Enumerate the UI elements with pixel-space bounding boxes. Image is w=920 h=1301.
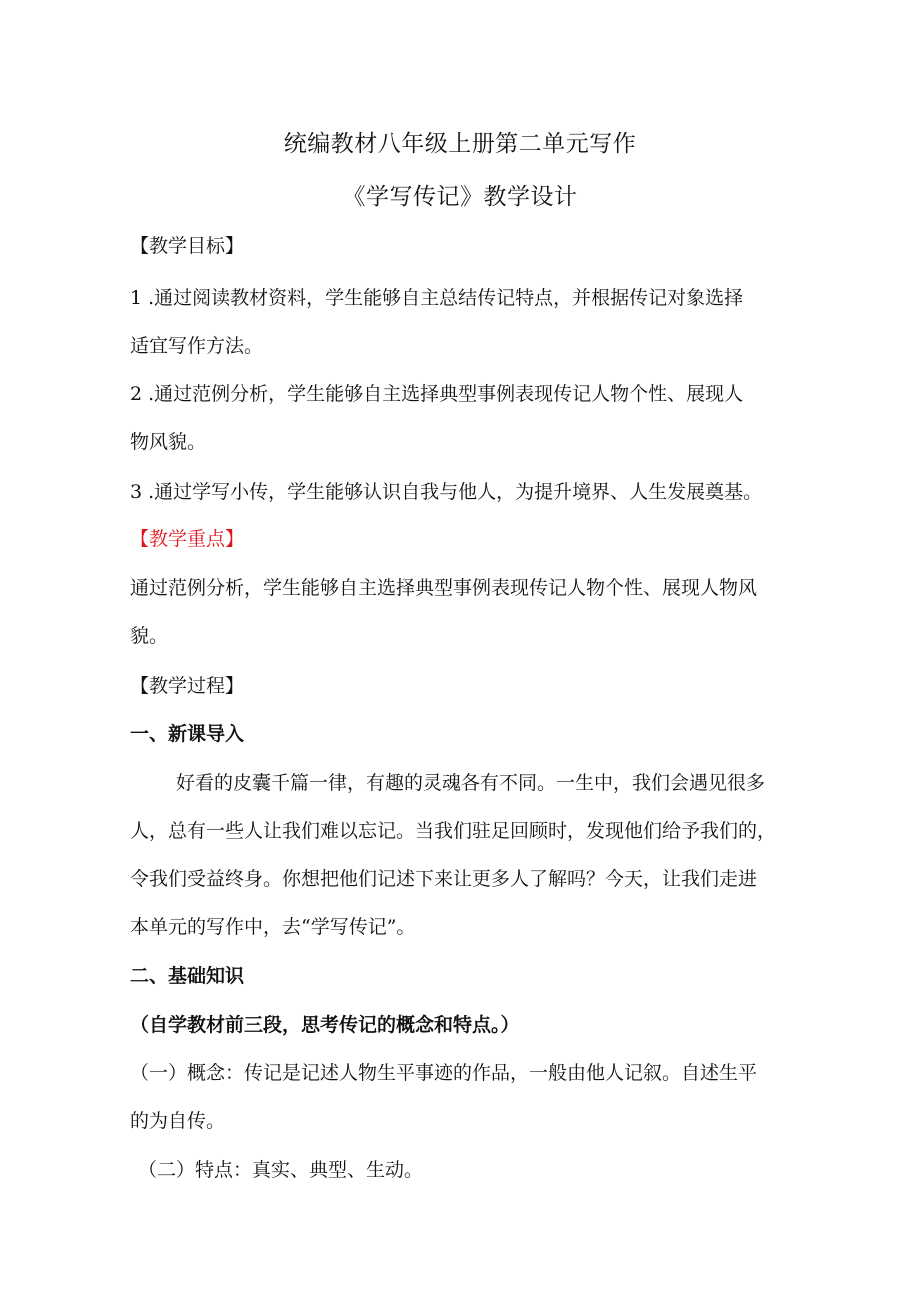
intro-para-line-3: 令我们受益终身。你想把他们记述下来让更多人了解吗？今天，让我们走进 (130, 868, 758, 890)
intro-para-line-1: 好看的皮囊千篇一律，有趣的灵魂各有不同。一生中，我们会遇见很多 (176, 772, 766, 794)
document-title: 统编教材八年级上册第二单元写作 (283, 131, 637, 157)
section-2-instruction: （自学教材前三段，思考传记的概念和特点。） (130, 1014, 520, 1036)
intro-para-line-2: 人，总有一些人让我们难以忘记。当我们驻足回顾时，发现他们给予我们的， (130, 820, 777, 842)
key-point-line-1: 通过范例分析，学生能够自主选择典型事例表现传记人物个性、展现人物风 (130, 577, 758, 599)
goal-1-line-1: 1 .通过阅读教材资料，学生能够自主总结传记特点，并根据传记对象选择 (130, 287, 744, 309)
concept-line-1: （一）概念：传记是记述人物生平事迹的作品，一般由他人记叙。自述生平 (130, 1062, 758, 1084)
goal-2-line-2: 物风貌。 (130, 431, 207, 453)
goal-1-line-2: 适宜写作方法。 (130, 335, 264, 357)
section-2-heading: 二、基础知识 (130, 965, 245, 987)
section-1-heading: 一、新课导入 (130, 723, 245, 745)
features-line: （二）特点：真实、典型、生动。 (138, 1159, 424, 1181)
goals-heading: 【教学目标】 (130, 235, 245, 257)
concept-line-2: 的为自传。 (130, 1110, 226, 1132)
process-heading: 【教学过程】 (130, 675, 245, 697)
goal-3-line-1: 3 .通过学写小传，学生能够认识自我与他人，为提升境界、人生发展奠基。 (130, 481, 763, 503)
goal-2-line-1: 2 .通过范例分析，学生能够自主选择典型事例表现传记人物个性、展现人 (130, 383, 744, 405)
document-subtitle: 《学写传记》教学设计 (342, 184, 578, 210)
key-point-heading: 【教学重点】 (130, 528, 245, 550)
key-point-line-2: 貌。 (130, 625, 169, 647)
intro-para-line-4: 本单元的写作中，去“学写传记”。 (130, 916, 416, 938)
